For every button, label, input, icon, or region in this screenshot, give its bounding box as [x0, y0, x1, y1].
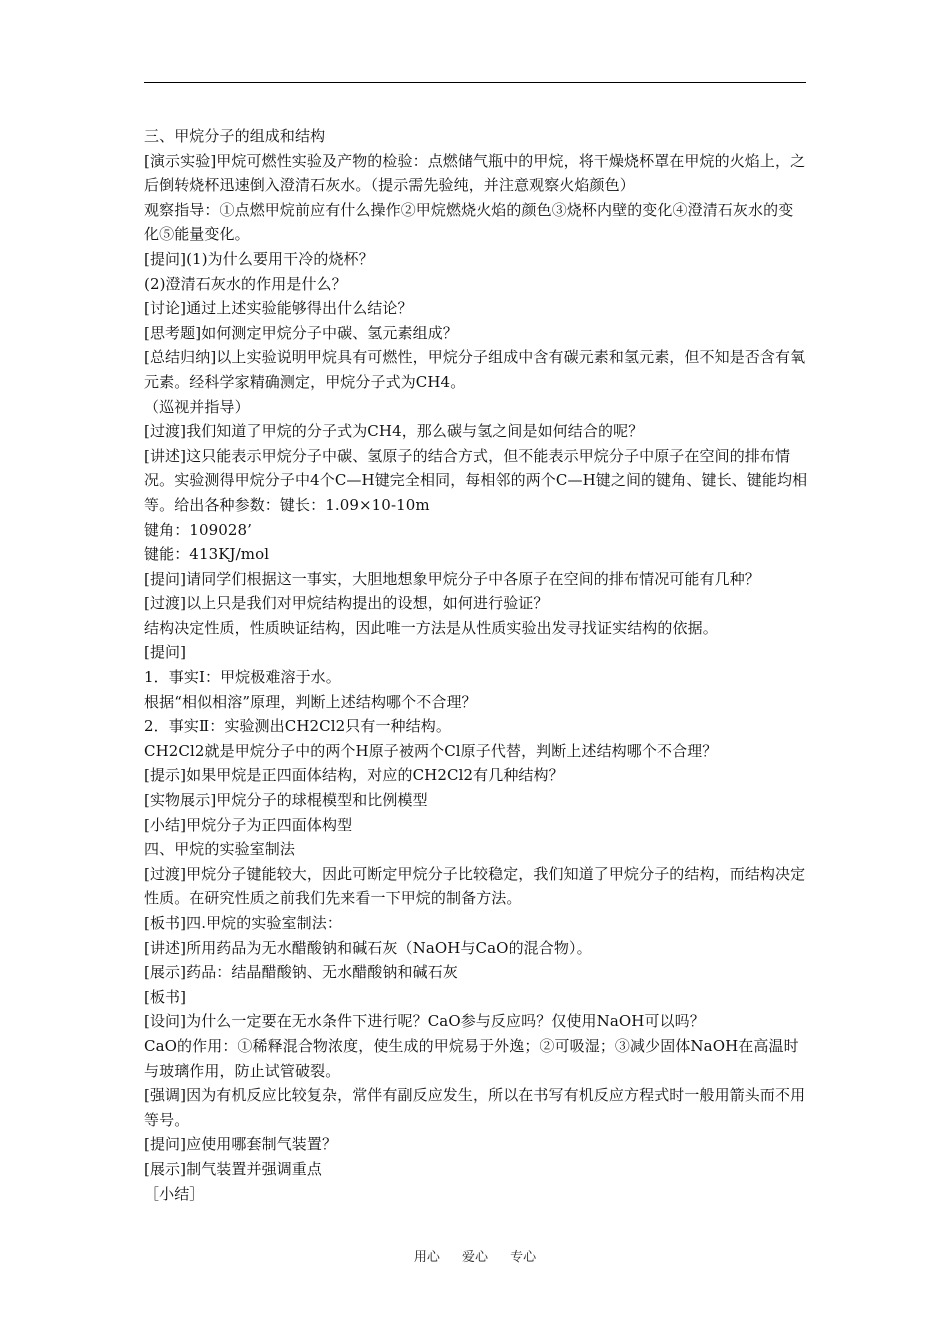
paragraph: [设问]为什么一定要在无水条件下进行呢？CaO参与反应吗？仅使用NaOH可以吗？	[144, 1012, 705, 1031]
page-footer: 用心 爱心 专心	[413, 1250, 537, 1265]
paragraph: [演示实验]甲烷可燃性实验及产物的检验：点燃储气瓶中的甲烷，将干燥烧杯罩在甲烷的火焰上，之后倒转烧杯迅速倒入澄清石灰水。（提示需先验纯，并注意观察火焰颜色）	[144, 151, 806, 195]
paragraph: [强调]因为有机反应比较复杂，常伴有副反应发生，所以在书写有机反应方程式时一般用箭头而不用等号。	[144, 1086, 806, 1129]
paragraph: CH2Cl2就是甲烷分子中的两个H原子被两个Cl原子代替，判断上述结构哪个不合理？	[144, 741, 718, 760]
paragraph: [展示]药品：结晶醋酸钠、无水醋酸钠和碱石灰	[144, 963, 458, 982]
paragraph: [提问]应使用哪套制气装置？	[144, 1135, 338, 1154]
paragraph: 2．事实Ⅱ：实验测出CH2Cl2只有一种结构。	[144, 717, 451, 736]
paragraph: [过渡]我们知道了甲烷的分子式为CH4，那么碳与氢之间是如何结合的呢？	[144, 422, 644, 441]
paragraph: [提示]如果甲烷是正四面体结构，对应的CH2Cl2有几种结构？	[144, 766, 564, 785]
paragraph: 键角：109028’	[144, 520, 253, 539]
paragraph: 观察指导：①点燃甲烷前应有什么操作②甲烷燃烧火焰的颜色③烧杯内壁的变化④澄清石灰水的变化⑤能量变化。	[144, 200, 794, 244]
paragraph: [讲述]这只能表示甲烷分子中碳、氢原子的结合方式，但不能表示甲烷分子中原子在空间的排布情况。实验测得甲烷分子中4个C—H键完全相同，每相邻的两个C—H键之间的键角、键长、键能均相等。给出各种参数：键长：1.09×10-10m	[144, 446, 808, 514]
paragraph: 1．事实Ⅰ：甲烷极难溶于水。	[144, 668, 341, 687]
section-heading-4: 四、甲烷的实验室制法	[144, 840, 296, 859]
document-body	[144, 124, 808, 1206]
paragraph: [实物展示]甲烷分子的球棍模型和比例模型	[144, 791, 428, 810]
paragraph: [过渡]以上只是我们对甲烷结构提出的设想，如何进行验证？	[144, 594, 549, 613]
paragraph: (2)澄清石灰水的作用是什么？	[144, 274, 347, 293]
paragraph: 键能：413KJ/mol	[144, 545, 270, 564]
paragraph: [板书]四.甲烷的实验室制法：	[144, 914, 342, 932]
paragraph: [提问](1)为什么要用干冷的烧杯？	[144, 249, 374, 268]
paragraph: [提问]	[144, 643, 187, 662]
paragraph: [提问]请同学们根据这一事实，大胆地想象甲烷分子中各原子在空间的排布情况可能有几种？	[144, 569, 760, 588]
paragraph: [板书]	[144, 987, 187, 1006]
paragraph: [讲述]所用药品为无水醋酸钠和碱石灰（NaOH与CaO的混合物）。	[144, 938, 592, 957]
paragraph: 结构决定性质，性质映证结构，因此唯一方法是从性质实验出发寻找证实结构的依据。	[144, 618, 718, 637]
paragraph: [展示]制气装置并强调重点	[144, 1159, 323, 1178]
paragraph: [小结]甲烷分子为正四面体构型	[144, 815, 353, 834]
paragraph: 根据“相似相溶”原理，判断上述结构哪个不合理？	[144, 692, 477, 711]
paragraph: [讨论]通过上述实验能够得出什么结论？	[144, 299, 413, 318]
paragraph: （巡视并指导）	[144, 397, 250, 416]
paragraph: CaO的作用：①稀释混合物浓度，使生成的甲烷易于外逸；②可吸湿；③减少固体NaOH在高温时与玻璃作用，防止试管破裂。	[144, 1036, 799, 1080]
paragraph: [思考题]如何测定甲烷分子中碳、氢元素组成？	[144, 323, 458, 342]
paragraph: [总结归纳]以上实验说明甲烷具有可燃性，甲烷分子组成中含有碳元素和氢元素，但不知是否含有氧元素。经科学家精确测定，甲烷分子式为CH4。	[144, 348, 806, 391]
section-heading-3: 三、甲烷分子的组成和结构	[144, 127, 326, 145]
header-rule	[144, 82, 806, 83]
paragraph: [过渡]甲烷分子键能较大，因此可断定甲烷分子比较稳定，我们知道了甲烷分子的结构，而结构决定性质。在研究性质之前我们先来看一下甲烷的制备方法。	[144, 864, 806, 908]
paragraph: ［小结］	[144, 1184, 205, 1203]
